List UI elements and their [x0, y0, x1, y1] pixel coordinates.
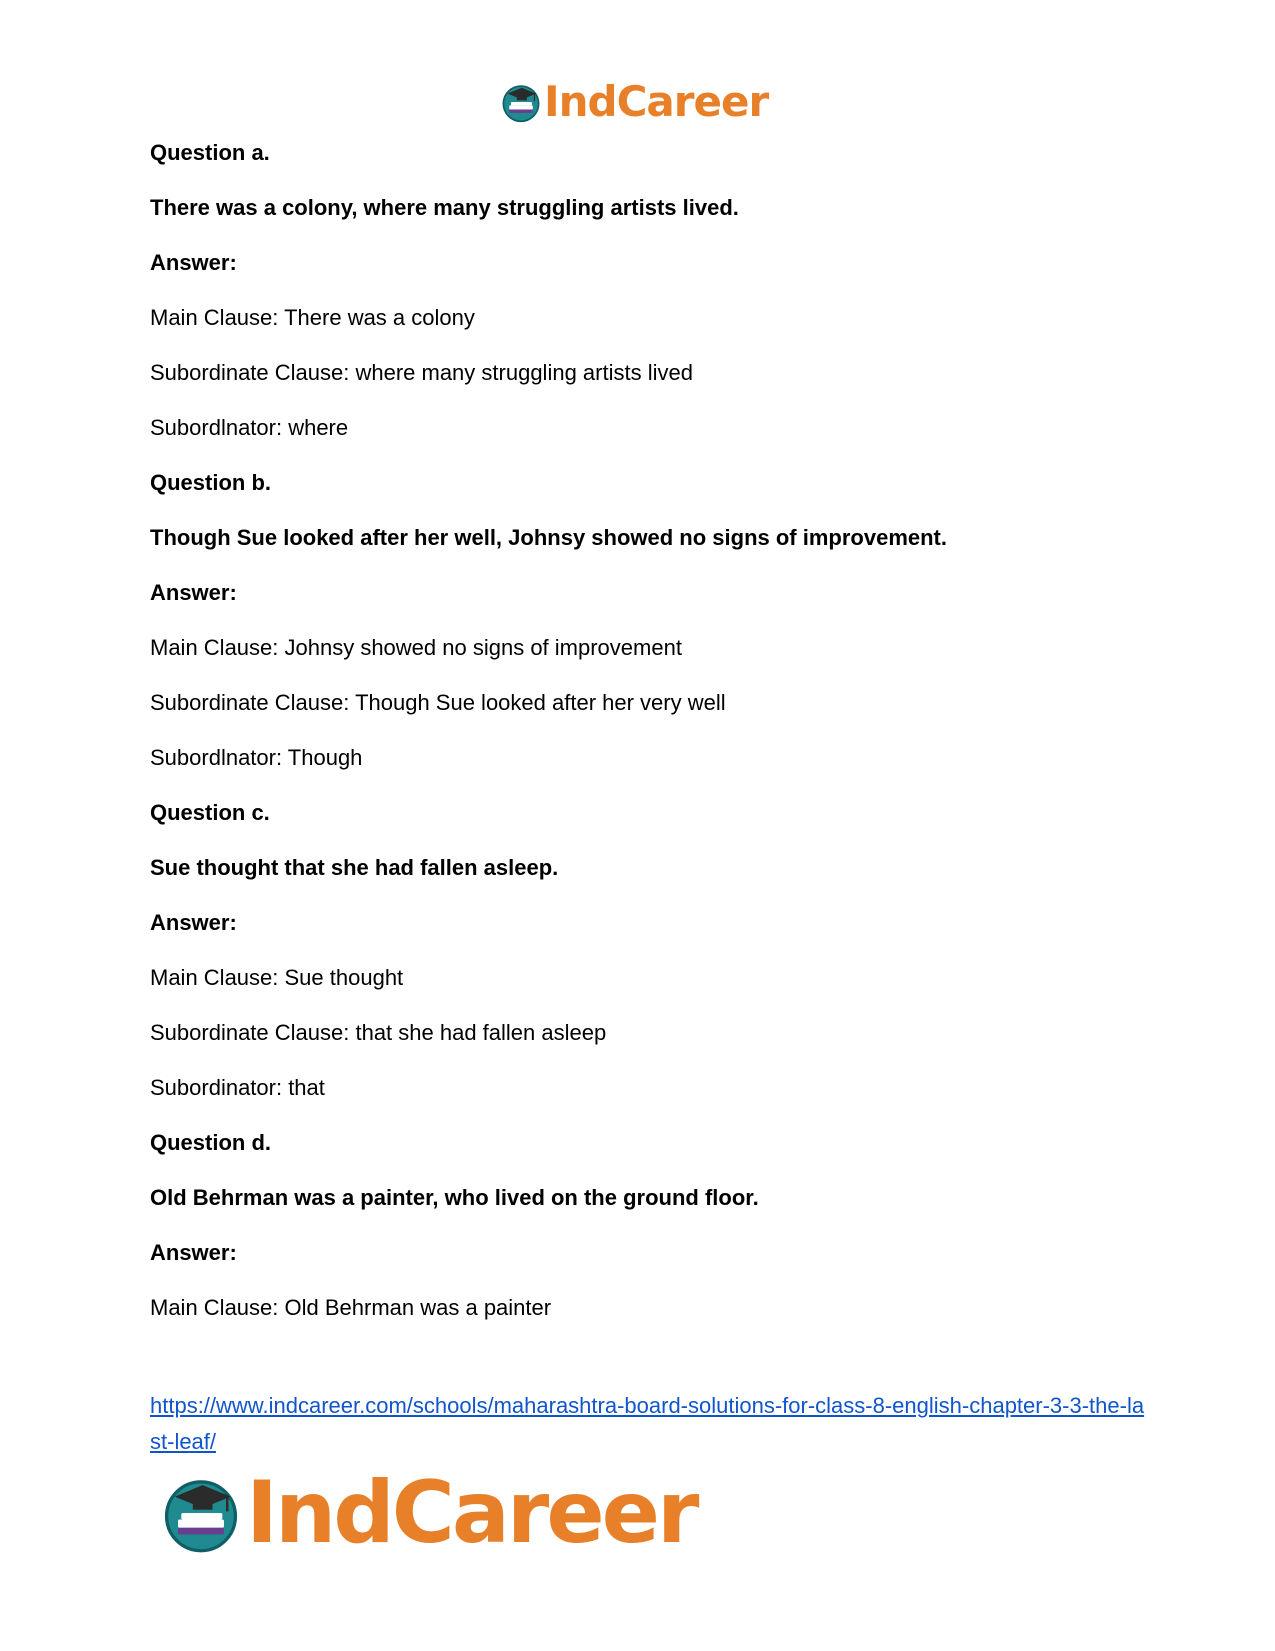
document-body	[150, 140, 1150, 1350]
answer-label: Answer:	[150, 910, 237, 935]
answer-line: Main Clause: There was a colony	[150, 305, 475, 330]
answer-line: Subordlnator: Though	[150, 745, 363, 770]
answer-line: Subordinator: that	[150, 1075, 325, 1100]
answer-line: Main Clause: Old Behrman was a painter	[150, 1295, 552, 1320]
question-heading: Question b.	[150, 470, 271, 495]
answer-line: Subordlnator: where	[150, 415, 349, 440]
answer-line: Subordinate Clause: Though Sue looked after her very well	[150, 690, 726, 715]
question-heading: Question d.	[150, 1130, 271, 1155]
answer-line: Subordinate Clause: where many struggling artists lived	[150, 360, 693, 385]
header-logo	[500, 78, 768, 126]
question-sentence: There was a colony, where many struggling artists lived.	[150, 195, 739, 220]
brand-name: IndCareer	[246, 1463, 697, 1563]
footer-logo	[160, 1463, 697, 1563]
brand-name: IndCareer	[544, 77, 769, 126]
question-sentence: Old Behrman was a painter, who lived on the ground floor.	[150, 1185, 759, 1210]
question-heading: Question c.	[150, 800, 270, 825]
answer-line: Subordinate Clause: that she had fallen asleep	[150, 1020, 607, 1045]
graduation-cap-book-globe-icon	[160, 1472, 242, 1554]
answer-label: Answer:	[150, 580, 237, 605]
question-sentence: Though Sue looked after her well, Johnsy showed no signs of improvement.	[150, 525, 947, 550]
answer-line: Main Clause: Sue thought	[150, 965, 404, 990]
answer-label: Answer:	[150, 250, 237, 275]
answer-label: Answer:	[150, 1240, 237, 1265]
question-heading: Question a.	[150, 140, 270, 165]
question-sentence: Sue thought that she had fallen asleep.	[150, 855, 559, 880]
graduation-cap-book-globe-icon	[500, 81, 542, 123]
answer-line: Main Clause: Johnsy showed no signs of improvement	[150, 635, 682, 660]
source-link[interactable]: https://www.indcareer.com/schools/maharashtra-board-solutions-for-class-8-english-chapter-3-3-the-last-leaf/	[150, 1393, 1145, 1454]
